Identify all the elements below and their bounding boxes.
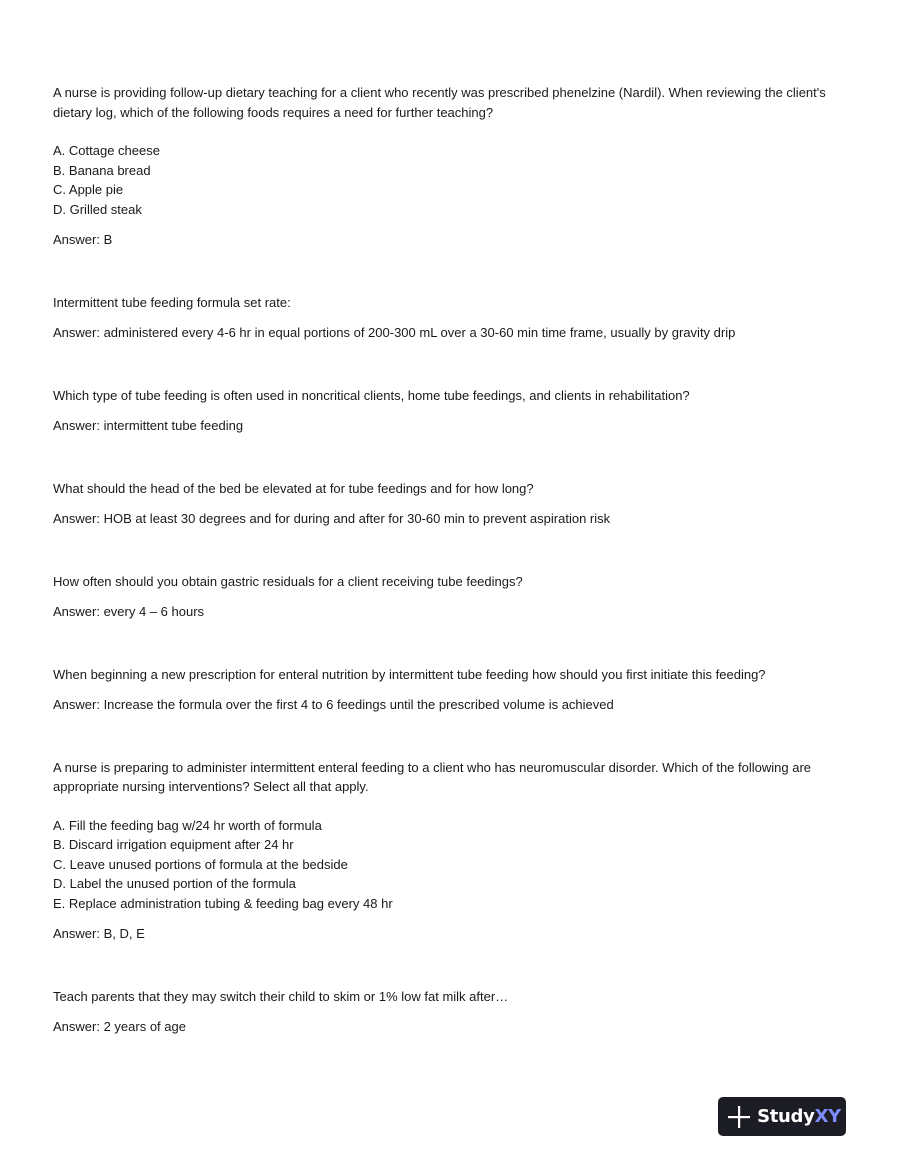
option-item: D. Label the unused portion of the formula [53, 876, 296, 891]
option-item: C. Leave unused portions of formula at the bedside [53, 856, 348, 872]
question-text: Teach parents that they may switch their child to skim or 1% low fat milk after… [53, 988, 509, 1004]
logo-wordmark [757, 1105, 841, 1129]
qa-item-7 [53, 758, 843, 944]
plus-logo-icon [727, 1105, 751, 1129]
document-page [53, 83, 843, 1037]
option-item: A. Cottage cheese [53, 143, 160, 158]
answer-text: Answer: 2 years of age [53, 1019, 186, 1034]
option-item: D. Grilled steak [53, 201, 142, 217]
answer-text: Answer: HOB at least 30 degrees and for during and after for 30-60 min to prevent aspiration risk [53, 511, 611, 526]
question-text: A nurse is preparing to administer intermittent enteral feeding to a client who has neuromuscular disorder. Which of the following are appropriate nursing interventions? Select all that apply. [53, 759, 812, 794]
answer-text: Answer: Increase the formula over the first 4 to 6 feedings until the prescribed volume is achieved [53, 697, 614, 712]
option-item: C. Apple pie [53, 182, 124, 197]
answer-text: Answer: administered every 4-6 hr in equal portions of 200-300 mL over a 30-60 min time frame, usually by gravity drip [53, 325, 736, 340]
question-text: What should the head of the bed be elevated at for tube feedings and for how long? [53, 480, 534, 496]
option-item: E. Replace administration tubing & feeding bag every 48 hr [53, 895, 393, 911]
logo-text-study: Study [757, 1105, 815, 1127]
option-item: B. Discard irrigation equipment after 24 hr [53, 837, 294, 852]
answer-text: Answer: B [53, 232, 113, 247]
qa-item-4 [53, 479, 843, 529]
options-list [53, 816, 843, 914]
question-text: A nurse is providing follow-up dietary teaching for a client who recently was prescribed phenelzine (Nardil). When reviewing the client's dietary log, which of the following foods requires a need for further teaching? [53, 85, 826, 120]
question-text: When beginning a new prescription for enteral nutrition by intermittent tube feeding how should you first initiate this feeding? [53, 666, 766, 682]
question-text: Intermittent tube feeding formula set rate: [53, 294, 291, 310]
qa-item-3 [53, 386, 843, 436]
logo-text-xy: XY [814, 1105, 841, 1127]
answer-text: Answer: intermittent tube feeding [53, 418, 244, 433]
qa-item-8 [53, 987, 843, 1037]
question-text: Which type of tube feeding is often used in noncritical clients, home tube feedings, and clients in rehabilitation? [53, 387, 690, 403]
qa-item-2 [53, 293, 843, 343]
options-list [53, 141, 843, 219]
qa-item-6 [53, 665, 843, 715]
qa-item-1 [53, 83, 843, 250]
studyxy-logo[interactable] [718, 1097, 846, 1136]
option-item: A. Fill the feeding bag w/24 hr worth of formula [53, 817, 322, 833]
answer-text: Answer: B, D, E [53, 926, 145, 941]
question-text: How often should you obtain gastric residuals for a client receiving tube feedings? [53, 573, 523, 589]
option-item: B. Banana bread [53, 162, 151, 178]
answer-text: Answer: every 4 – 6 hours [53, 604, 205, 619]
qa-item-5 [53, 572, 843, 622]
